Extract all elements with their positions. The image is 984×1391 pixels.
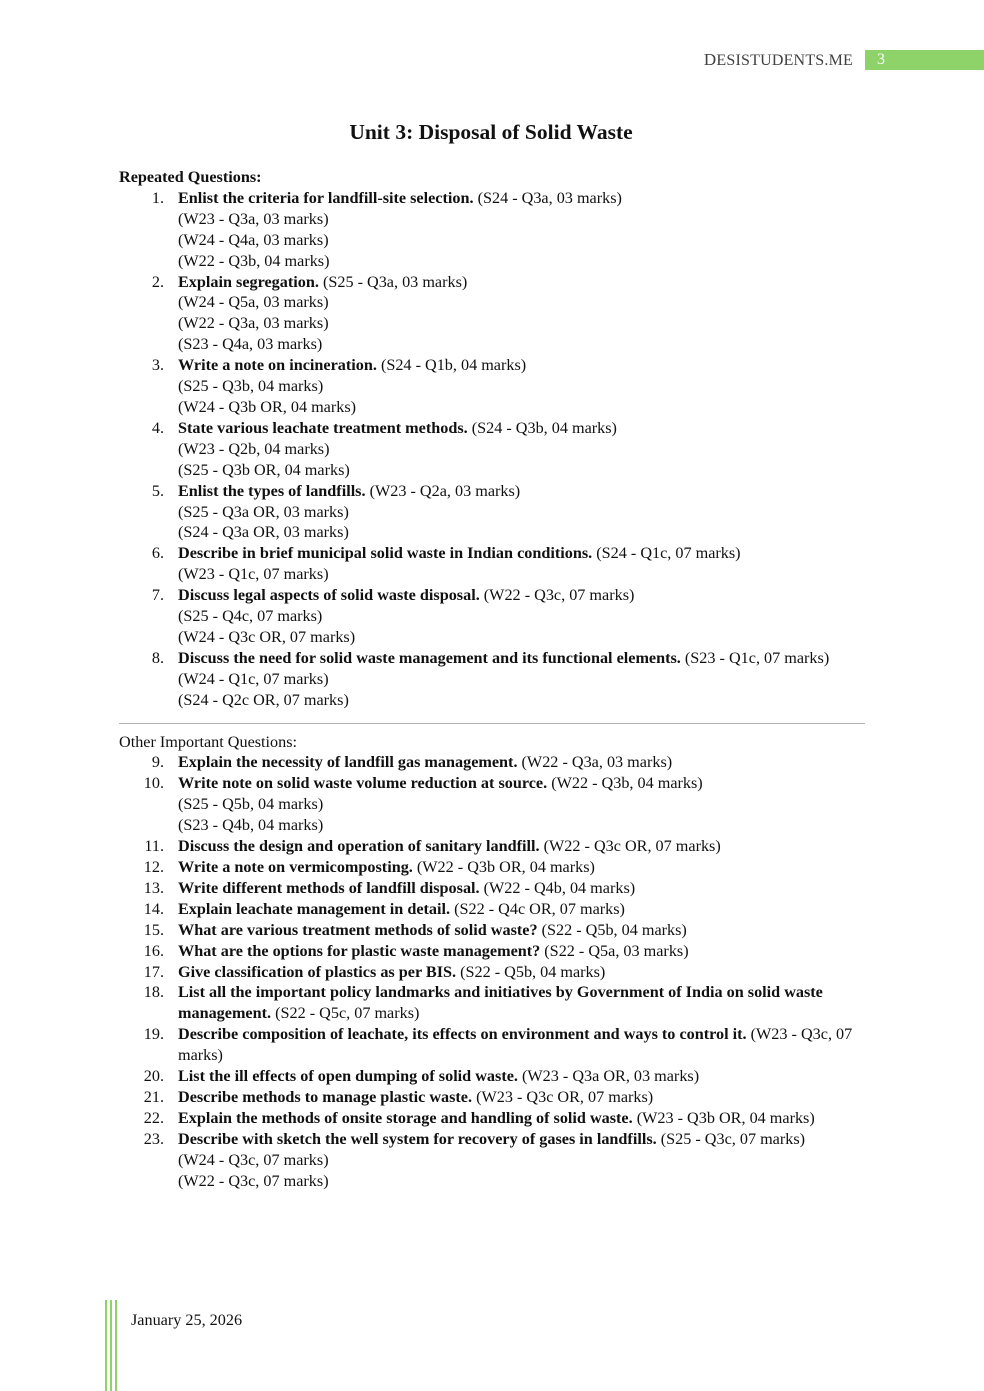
question-item [119,418,879,439]
question-item [119,1129,879,1150]
question-number: 23. [143,1129,164,1148]
question-extra-reference: (W24 - Q5a, 03 marks) [178,293,329,312]
question-extra-reference: (S24 - Q3a OR, 03 marks) [178,523,349,542]
question-text: List all the important policy landmarks and initiatives by Government of India on solid waste management. [178,983,823,1023]
page-title-text: Unit 3: Disposal of Solid Waste [349,120,633,144]
question-text: Write a note on vermicomposting. [178,858,413,876]
footer-accent-lines [105,1300,117,1391]
question-text: Write note on solid waste volume reduction at source. [178,774,548,793]
question-extra-reference: (W24 - Q1c, 07 marks) [178,669,329,688]
question-extra-reference: (S25 - Q5b, 04 marks) [178,795,324,814]
question-reference: (W22 - Q3c OR, 07 marks) [543,837,721,856]
question-extra-reference: (S25 - Q3b OR, 04 marks) [178,460,350,479]
question-extra-reference: (S24 - Q2c OR, 07 marks) [178,690,349,709]
question-text: Explain segregation. [178,272,319,291]
question-text: What are the options for plastic waste management? [178,941,541,960]
question-extra-reference: (W24 - Q3c OR, 07 marks) [178,627,356,646]
question-text: Enlist the criteria for landfill-site selection. [178,188,474,207]
question-extra-reference: (W23 - Q2b, 04 marks) [178,439,330,458]
question-reference: (S25 - Q3a, 03 marks) [322,272,468,291]
question-text: Describe in brief municipal solid waste in Indian conditions. [178,544,593,563]
question-reference: (W22 - Q3a, 03 marks) [521,753,673,772]
question-extra-reference: (W23 - Q3a, 03 marks) [178,209,329,228]
section-divider [119,723,865,724]
question-text: Describe composition of leachate, its effects on environment and ways to control it. [178,1025,747,1044]
question-number: 10. [143,774,164,793]
question-number: 7. [151,586,164,605]
question-number: 11. [144,837,164,856]
question-reference: (W23 - Q2a, 03 marks) [369,481,521,500]
question-number: 13. [143,878,164,897]
question-reference: (S22 - Q5c, 07 marks) [275,1004,420,1023]
question-text: Discuss the need for solid waste management and its functional elements. [178,648,681,667]
question-text: Give classification of plastics as per BIS. [178,962,457,981]
question-text: Explain the necessity of landfill gas management. [178,753,518,772]
question-item [119,878,879,899]
question-number: 19. [143,1025,164,1044]
question-reference: (S24 - Q1b, 04 marks) [380,356,527,375]
site-name-initial: D [703,50,717,69]
question-item [119,1087,879,1108]
question-number: 17. [143,962,164,981]
question-reference: (S22 - Q5b, 04 marks) [541,920,687,939]
question-number: 5. [151,481,164,500]
footer-accent-line [115,1300,117,1391]
question-reference: (S25 - Q3c, 07 marks) [660,1129,806,1148]
question-reference: (W22 - Q3b, 04 marks) [551,774,703,793]
question-reference: (S24 - Q3a, 03 marks) [477,188,622,207]
question-item [119,1024,879,1066]
question-item [119,836,879,857]
question-number: 16. [143,941,164,960]
question-content [119,167,879,1192]
question-text: Describe methods to manage plastic waste. [178,1087,473,1106]
question-reference: (W23 - Q3c OR, 07 marks) [476,1087,654,1106]
question-extra-reference: (S23 - Q4b, 04 marks) [178,816,324,835]
question-item [119,752,879,773]
question-number: 1. [151,188,164,207]
question-number: 14. [143,899,164,918]
question-extra-reference: (W22 - Q3b, 04 marks) [178,251,330,270]
page-number: 3 [877,51,885,68]
question-reference: (S22 - Q4c OR, 07 marks) [454,899,625,918]
question-text: Discuss the design and operation of sanitary landfill. [178,837,540,856]
question-extra-reference: (W24 - Q3c, 07 marks) [178,1150,329,1169]
footer-date: January 25, 2026 [131,1311,243,1329]
question-item [119,899,879,920]
question-text: Write different methods of landfill disposal. [178,878,480,897]
question-extra-reference: (S25 - Q3b, 04 marks) [178,377,324,396]
question-reference: (S23 - Q1c, 07 marks) [684,648,830,667]
question-number: 3. [151,356,164,375]
question-text: List the ill effects of open dumping of solid waste. [178,1067,518,1086]
footer-accent-line [110,1300,112,1391]
question-item [119,272,879,293]
question-number: 21. [143,1087,164,1106]
question-item [119,773,879,794]
question-item [119,857,879,878]
question-item [119,962,879,983]
question-reference: (W23 - Q3a OR, 03 marks) [521,1067,700,1086]
question-extra-reference: (W24 - Q3b OR, 04 marks) [178,397,357,416]
question-extra-reference: (S23 - Q4a, 03 marks) [178,335,323,354]
question-text: Enlist the types of landfills. [178,481,366,500]
question-text: Explain the methods of onsite storage and handling of solid waste. [178,1108,633,1127]
question-reference: (W23 - Q3b OR, 04 marks) [636,1108,815,1127]
question-text: Discuss legal aspects of solid waste disposal. [178,586,480,605]
question-number: 2. [151,272,164,291]
question-item [119,1108,879,1129]
question-item [119,481,879,502]
footer-accent-line [105,1300,107,1391]
section-heading: Other Important Questions: [119,732,298,751]
question-extra-reference: (S25 - Q3a OR, 03 marks) [178,502,349,521]
question-number: 9. [151,753,164,772]
question-reference: (W22 - Q3c, 07 marks) [483,586,635,605]
question-extra-reference: (W23 - Q1c, 07 marks) [178,565,329,584]
question-number: 12. [143,858,164,876]
question-reference: (S24 - Q3b, 04 marks) [471,418,617,437]
question-text: State various leachate treatment methods. [178,418,468,437]
question-number: 22. [143,1108,164,1127]
question-reference: (W22 - Q4b, 04 marks) [483,878,636,897]
question-item [119,941,879,962]
question-item [119,982,879,1024]
site-name-rest: ESISTUDENTS.ME [716,52,853,69]
question-item [119,585,879,606]
question-text: What are various treatment methods of solid waste? [178,920,538,939]
question-number: 20. [143,1067,164,1086]
question-reference: (S22 - Q5b, 04 marks) [460,962,606,981]
question-item [119,355,879,376]
section-heading: Repeated Questions: [119,168,262,186]
question-text: Write a note on incineration. [178,356,377,375]
question-item [119,920,879,941]
question-reference: (S24 - Q1c, 07 marks) [596,544,741,563]
page-number-bar [865,50,984,70]
question-extra-reference: (W22 - Q3c, 07 marks) [178,1171,329,1190]
question-reference: (S22 - Q5a, 03 marks) [544,941,689,960]
question-item [119,543,879,564]
question-extra-reference: (S25 - Q4c, 07 marks) [178,607,323,626]
question-item [119,648,879,669]
question-extra-reference: (W24 - Q4a, 03 marks) [178,230,329,249]
question-text: Explain leachate management in detail. [178,899,451,918]
question-number: 4. [151,418,164,437]
page-title [0,120,984,145]
question-item [119,1066,879,1087]
question-text: Describe with sketch the well system for recovery of gases in landfills. [178,1129,657,1148]
site-name [704,50,853,70]
question-number: 15. [143,920,164,939]
question-reference: (W23 - Q3c, 07 marks) [178,1025,853,1065]
question-reference: (W22 - Q3b OR, 04 marks) [416,858,595,876]
question-number: 6. [151,544,164,563]
question-item [119,188,879,209]
question-extra-reference: (W22 - Q3a, 03 marks) [178,314,329,333]
question-number: 8. [151,648,164,667]
question-number: 18. [143,983,164,1002]
